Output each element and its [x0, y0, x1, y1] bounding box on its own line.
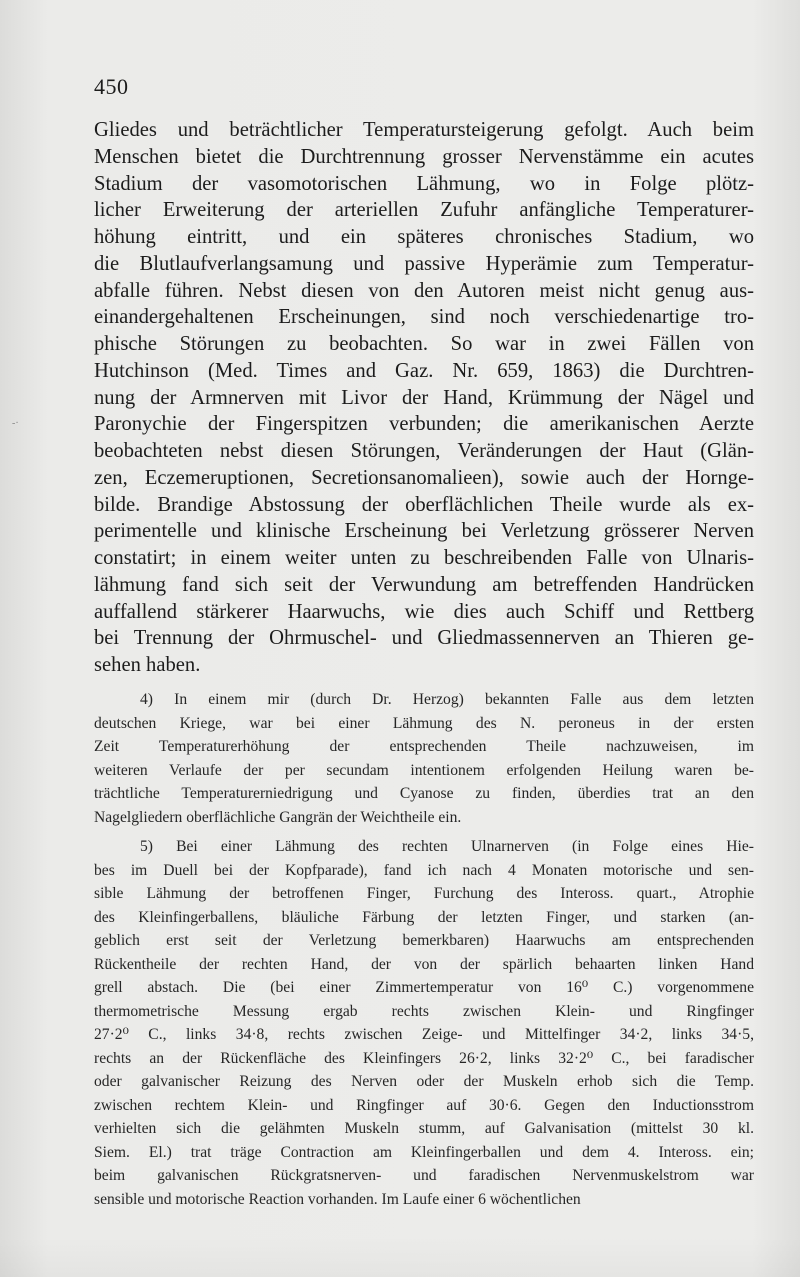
- footnote-line: 5) Bei einer Lähmung des rechten Ulnarnerven (in Folge eines Hie-: [140, 838, 754, 855]
- text-line: Menschen bietet die Durchtrennung grosser Nervenstämme ein acutes: [94, 145, 754, 168]
- text-line: phische Störungen zu beobachten. So war in zwei Fällen von: [94, 333, 754, 355]
- footnote-line: zwischen rechtem Klein- und Ringfinger auf 30·6. Gegen den Inductionsstrom: [94, 1096, 754, 1114]
- footnote-line: sible Lähmung der betroffenen Finger, Furchung des Inteross. quart., Atrophie: [94, 885, 754, 902]
- text-line: Paronychie der Fingerspitzen verbunden; die amerikanischen Aerzte: [94, 413, 754, 436]
- text-line: zen, Eczemeruptionen, Secretionsanomalieen), sowie auch der Hornge-: [94, 466, 754, 489]
- footnote-line: 4) In einem mir (durch Dr. Herzog) bekannten Falle aus dem letzten: [140, 691, 754, 708]
- footnote-line: verhielten sich die gelähmten Muskeln stumm, auf Galvanisation (mittelst 30 kl.: [94, 1120, 754, 1137]
- footnote-4: [94, 688, 754, 829]
- footnote-line: bes im Duell bei der Kopfparade), fand ich nach 4 Monaten motorische und sen-: [94, 861, 754, 879]
- footnote-line: Nagelgliedern oberflächliche Gangrän der Weichtheile ein.: [94, 808, 462, 826]
- footnote-line: thermometrische Messung ergab rechts zwischen Klein- und Ringfinger: [94, 1002, 754, 1020]
- text-line: nung der Armnerven mit Livor der Hand, Krümmung der Nägel und: [94, 386, 754, 409]
- text-line: bilde. Brandige Abstossung der oberflächlichen Theile wurde als ex-: [94, 493, 754, 516]
- footnote-line: des Kleinfingerballens, bläuliche Färbung der letzten Finger, und starken (an-: [94, 908, 754, 926]
- text-line: Hutchinson (Med. Times and Gaz. Nr. 659, 1863) die Durchtren-: [94, 359, 754, 382]
- text-line: abfalle führen. Nebst diesen von den Autoren meist nicht genug aus-: [94, 279, 754, 302]
- footnote-line: trächtliche Temperaturerniedrigung und Cyanose zu finden, überdies trat an den: [94, 785, 754, 802]
- footnote-line: sensible und motorische Reaction vorhanden. Im Laufe einer 6 wöchentlichen: [94, 1190, 581, 1208]
- margin-mark: -·: [12, 418, 19, 429]
- footnotes: [94, 688, 754, 1217]
- text-line: licher Erweiterung der arteriellen Zufuhr anfängliche Temperaturer-: [94, 199, 754, 222]
- text-line: die Blutlaufverlangsamung und passive Hyperämie zum Temperatur-: [94, 252, 754, 275]
- text-line: perimentelle und klinische Erscheinung bei Verletzung grösserer Nerven: [94, 520, 754, 543]
- footnote-5: [94, 835, 754, 1211]
- footnote-line: geblich erst seit der Verletzung bemerkbaren) Haarwuchs am entsprechenden: [94, 932, 754, 949]
- footnote-line: deutschen Kriege, war bei einer Lähmung des N. peroneus in der ersten: [94, 714, 754, 732]
- text-line: lähmung fand sich seit der Verwundung am betreffenden Handrücken: [94, 573, 754, 596]
- text-line: Stadium der vasomotorischen Lähmung, wo in Folge plötz-: [94, 172, 754, 195]
- text-line: beobachteten nebst diesen Störungen, Veränderungen der Haut (Glän-: [94, 440, 754, 462]
- footnote-line: weiteren Verlaufe der per secundam intentionem erfolgenden Heilung waren be-: [94, 761, 754, 779]
- footnote-line: grell abstach. Die (bei einer Zimmertemperatur von 16⁰ C.) vorgenommene: [94, 979, 754, 996]
- text-line: bei Trennung der Ohrmuschel- und Gliedmassennerven an Thieren ge-: [94, 627, 754, 650]
- footnote-line: Rückentheile der rechten Hand, der von der spärlich behaarten linken Hand: [94, 955, 754, 973]
- footnote-line: rechts an der Rückenfläche des Kleinfingers 26·2, links 32·2⁰ C., bei faradischer: [94, 1049, 754, 1067]
- main-text-body: [94, 117, 754, 679]
- footnote-line: oder galvanischer Reizung des Nerven oder der Muskeln erhob sich die Temp.: [94, 1073, 754, 1090]
- footnote-line: Zeit Temperaturerhöhung der entsprechenden Theile nachzuweisen, im: [94, 738, 754, 755]
- text-line: Gliedes und beträchtlicher Temperatursteigerung gefolgt. Auch beim: [94, 119, 754, 141]
- text-line: sehen haben.: [94, 654, 201, 676]
- page-number: 450: [94, 74, 129, 99]
- text-line: auffallend stärkerer Haarwuchs, wie dies auch Schiff und Rettberg: [94, 600, 754, 623]
- footnote-line: beim galvanischen Rückgratsnerven- und faradischen Nervenmuskelstrom war: [94, 1167, 754, 1184]
- text-line: höhung eintritt, und ein späteres chronisches Stadium, wo: [94, 226, 754, 248]
- page-shadow: [0, 1237, 800, 1277]
- footnote-line: Siem. El.) trat träge Contraction am Kleinfingerballen und dem 4. Inteross. ein;: [94, 1143, 754, 1161]
- text-line: einandergehaltenen Erscheinungen, sind noch verschiedenartige tro-: [94, 306, 754, 329]
- text-line: constatirt; in einem weiter unten zu beschreibenden Falle von Ulnaris-: [94, 547, 754, 569]
- footnote-line: 27·2⁰ C., links 34·8, rechts zwischen Zeige- und Mittelfinger 34·2, links 34·5,: [94, 1026, 754, 1043]
